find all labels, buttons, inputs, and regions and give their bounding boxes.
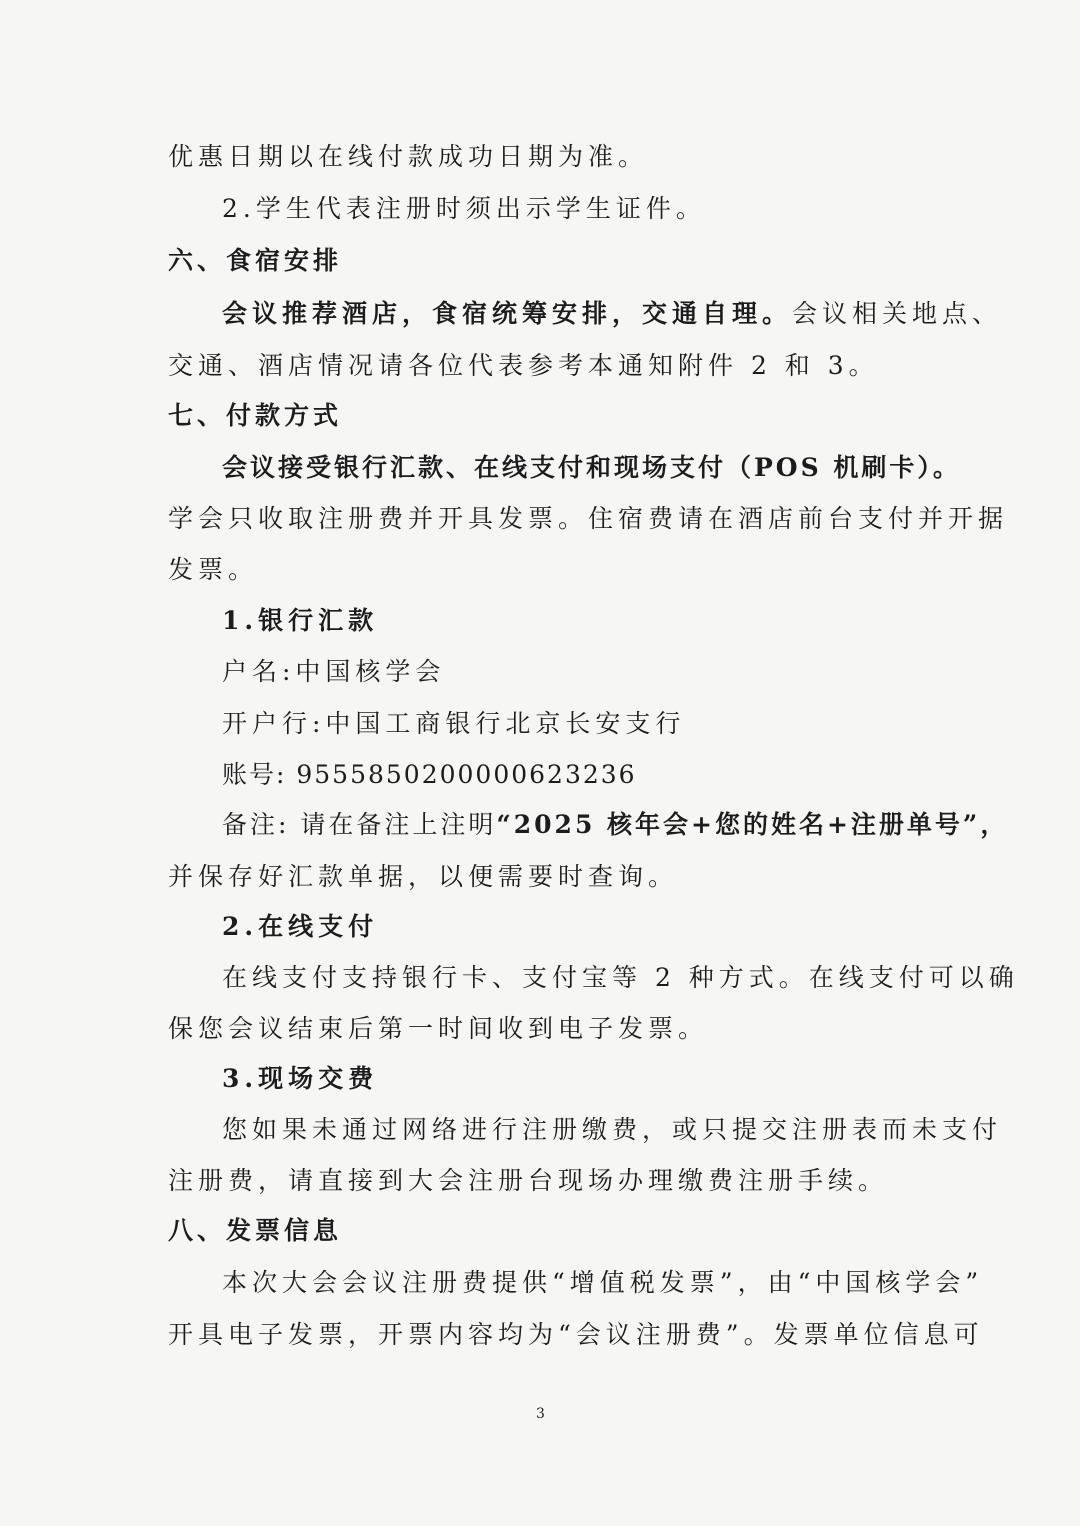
- paragraph-line: 优惠日期以在线付款成功日期为准。: [168, 142, 649, 171]
- account-number: 账号: 9555850200000623236: [222, 760, 637, 789]
- account-name: 户名:中国核学会: [222, 657, 446, 686]
- bold-emphasis: 会议推荐酒店，食宿统筹安排，交通自理。: [222, 299, 793, 328]
- paragraph-line: 您如果未通过网络进行注册缴费，或只提交注册表而未支付: [222, 1115, 1003, 1144]
- paragraph-line: 注册费，请直接到大会注册台现场办理缴费注册手续。: [168, 1166, 889, 1195]
- paragraph-line: [222, 297, 1002, 331]
- paragraph-line: 会议接受银行汇款、在线支付和现场支付（POS 机刷卡）。: [222, 453, 961, 482]
- paragraph-line: 本次大会会议注册费提供“增值税发票”，由“中国核学会”: [222, 1268, 984, 1297]
- normal-text: 会议相关地点、: [792, 299, 1003, 328]
- paragraph-line: 学会只收取注册费并开具发票。住宿费请在酒店前台支付并开据: [168, 504, 1009, 533]
- section-heading-payment-method: 七、付款方式: [168, 401, 343, 430]
- subheading-online-payment: 2.在线支付: [222, 912, 379, 941]
- paragraph-line: 发票。: [168, 555, 259, 584]
- paragraph-line: 交通、酒店情况请各位代表参考本通知附件 2 和 3。: [168, 351, 879, 380]
- section-heading-invoice-info: 八、发票信息: [168, 1216, 343, 1245]
- subheading-onsite-payment: 3.现场交费: [222, 1064, 379, 1093]
- normal-text: 备注: 请在备注上注明: [222, 810, 497, 839]
- subheading-bank-transfer: 1.银行汇款: [222, 606, 379, 635]
- page-number: 3: [536, 1406, 545, 1422]
- paragraph-line: 并保存好汇款单据，以便需要时查询。: [168, 862, 679, 891]
- paragraph-line: 保您会议结束后第一时间收到电子发票。: [168, 1014, 709, 1043]
- section-heading-meals-lodging: 六、食宿安排: [168, 246, 343, 275]
- paragraph-line: [222, 808, 1008, 842]
- paragraph-line: 2.学生代表注册时须出示学生证件。: [222, 194, 706, 223]
- paragraph-line: 在线支付支持银行卡、支付宝等 2 种方式。在线支付可以确: [222, 963, 1019, 992]
- paragraph-line: 开具电子发票，开票内容均为“会议注册费”。发票单位信息可: [168, 1320, 984, 1349]
- bank-branch: 开户行:中国工商银行北京长安支行: [222, 709, 686, 738]
- bold-emphasis: “2025 核年会+您的姓名+注册单号”，: [496, 810, 1009, 839]
